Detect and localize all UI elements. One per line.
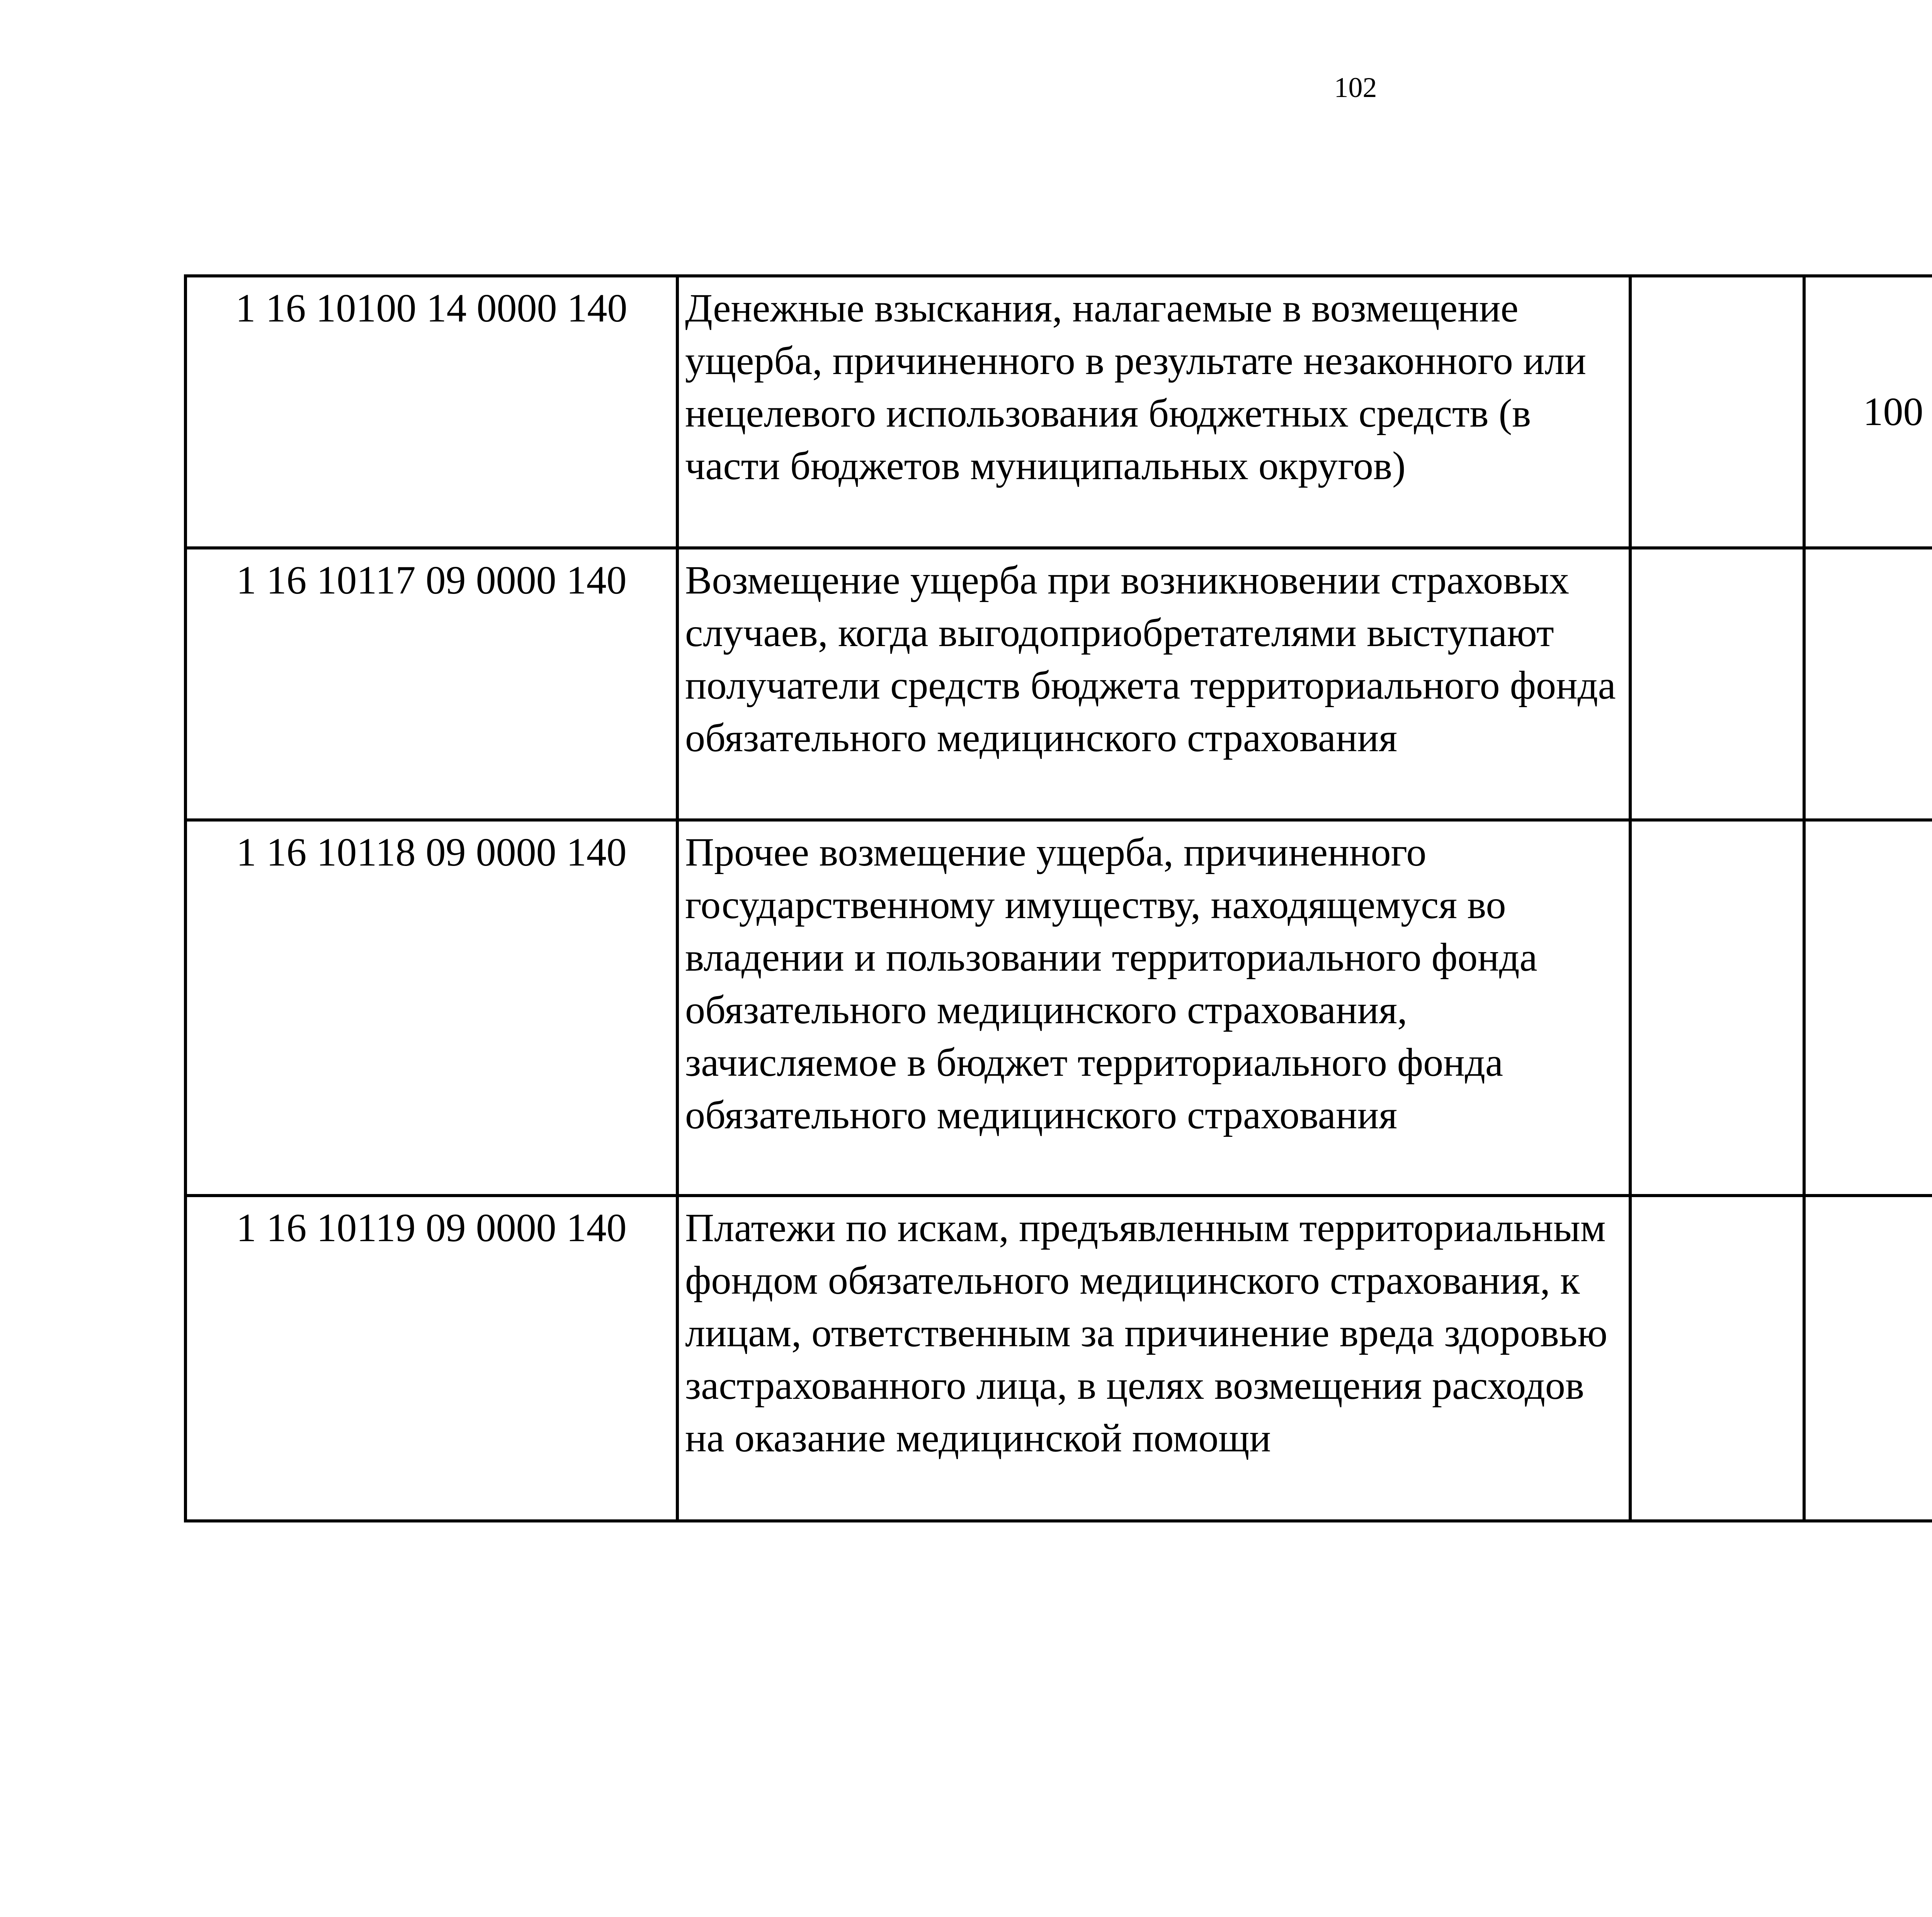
share-cell-1 — [1630, 1196, 1804, 1521]
share-cell-1 — [1630, 276, 1804, 548]
table-row — [185, 276, 1932, 548]
table-row — [185, 820, 1932, 1196]
revenue-code-cell: 1 16 10118 09 0000 140 — [185, 820, 677, 1196]
table-row — [185, 548, 1932, 820]
share-cell-2 — [1804, 1196, 1932, 1521]
revenue-name-cell: Платежи по искам, предъявленным территориальным фондом обязательного медицинского страхования, к лицам, ответственным за причинение вреда здоровью застрахованного лица, в целях возмещения расходов на оказание медицинской помощи — [677, 1196, 1630, 1521]
share-cell-2 — [1804, 820, 1932, 1196]
revenue-name-cell: Денежные взыскания, налагаемые в возмещение ущерба, причиненного в результате незаконного или нецелевого использования бюджетных средств (в части бюджетов муниципальных округов) — [677, 276, 1630, 548]
table-row — [185, 1196, 1932, 1521]
revenue-code-cell: 1 16 10117 09 0000 140 — [185, 548, 677, 820]
share-cell-1 — [1630, 548, 1804, 820]
revenue-code-cell: 1 16 10100 14 0000 140 — [185, 276, 677, 548]
revenue-code-cell: 1 16 10119 09 0000 140 — [185, 1196, 677, 1521]
share-cell-1 — [1630, 820, 1804, 1196]
page-number: 102 — [1334, 72, 1377, 104]
revenue-name-cell: Прочее возмещение ущерба, причиненного государственному имуществу, находящемуся во владении и пользовании территориального фонда обязательного медицинского страхования, зачисляемое в бюджет территориального фонда обязательного медицинского страхования — [677, 820, 1630, 1196]
revenue-name-cell: Возмещение ущерба при возникновении страховых случаев, когда выгодоприобретателями выступают получатели средств бюджета территориального фонда обязательного медицинского страхования — [677, 548, 1630, 820]
budget-revenue-table — [184, 274, 1932, 1522]
share-cell-2 — [1804, 548, 1932, 820]
share-cell-2: 100 — [1804, 276, 1932, 548]
